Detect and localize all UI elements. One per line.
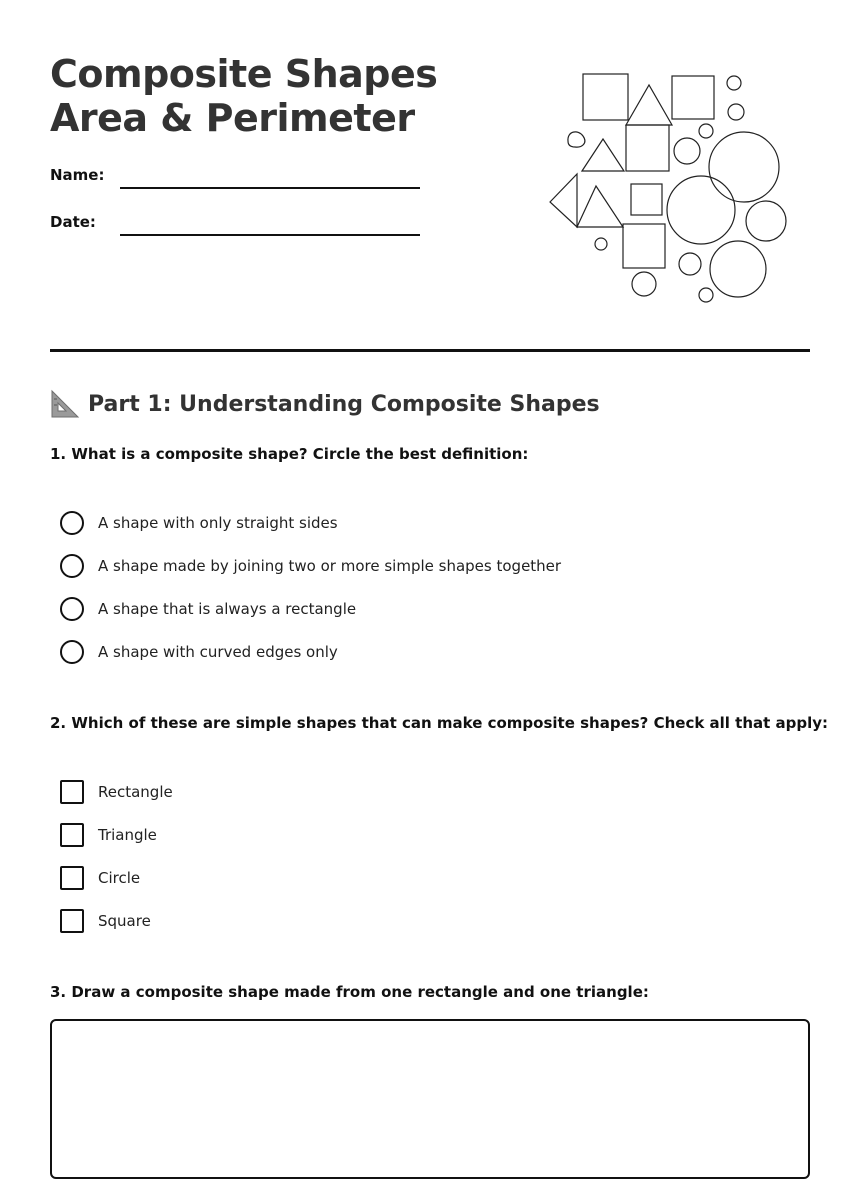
q1-option-label: A shape made by joining two or more simple shapes together	[98, 557, 562, 575]
date-field[interactable]	[120, 234, 420, 236]
illustration-triangle	[550, 174, 577, 227]
illustration-triangle	[582, 139, 624, 171]
illustration-circle	[699, 124, 713, 138]
q1-option-label: A shape that is always a rectangle	[98, 600, 357, 618]
illustration-circle	[595, 238, 607, 250]
question-3: 3. Draw a composite shape made from one rectangle and one triangle:	[50, 983, 649, 1001]
illustration-square	[672, 76, 714, 119]
illustration-circle	[728, 104, 744, 120]
q2-option[interactable]	[60, 823, 157, 847]
checkbox[interactable]	[60, 909, 84, 933]
illustration-triangle	[626, 85, 672, 125]
q2-option-label: Rectangle	[98, 783, 173, 801]
q1-option[interactable]	[60, 554, 561, 578]
part1-heading	[50, 388, 600, 420]
q1-option[interactable]	[60, 597, 356, 621]
name-label: Name:	[50, 166, 105, 184]
radio-circle[interactable]	[60, 640, 84, 664]
illustration-circle	[674, 138, 700, 164]
illustration-circle	[710, 241, 766, 297]
checkbox[interactable]	[60, 823, 84, 847]
q1-option[interactable]	[60, 511, 338, 535]
checkbox[interactable]	[60, 780, 84, 804]
worksheet-title: Composite Shapes Area & Perimeter	[50, 52, 438, 140]
shapes-illustration	[545, 68, 795, 308]
q1-option-label: A shape with curved edges only	[98, 643, 338, 661]
radio-circle[interactable]	[60, 597, 84, 621]
illustration-triangle	[577, 186, 623, 227]
question-2: 2. Which of these are simple shapes that can make composite shapes? Check all that apply:	[50, 714, 829, 732]
q2-option[interactable]	[60, 909, 151, 933]
section-divider	[50, 349, 810, 352]
question-1: 1. What is a composite shape? Circle the best definition:	[50, 445, 529, 463]
illustration-circle	[699, 288, 713, 302]
set-square-icon	[50, 389, 80, 419]
illustration-circle	[709, 132, 779, 202]
radio-circle[interactable]	[60, 554, 84, 578]
date-label: Date:	[50, 213, 96, 231]
illustration-circle	[667, 176, 735, 244]
illustration-square	[626, 125, 669, 171]
checkbox[interactable]	[60, 866, 84, 890]
q2-option[interactable]	[60, 866, 140, 890]
q2-option-label: Circle	[98, 869, 141, 887]
illustration-square	[583, 74, 628, 120]
q1-option[interactable]	[60, 640, 338, 664]
illustration-square	[631, 184, 662, 215]
q2-option-label: Square	[98, 912, 151, 930]
illustration-blob	[568, 132, 585, 147]
illustration-circle	[632, 272, 656, 296]
radio-circle[interactable]	[60, 511, 84, 535]
part1-title: Part 1: Understanding Composite Shapes	[88, 391, 600, 417]
drawing-area[interactable]	[50, 1019, 810, 1179]
illustration-circle	[727, 76, 741, 90]
q2-option[interactable]	[60, 780, 173, 804]
illustration-square	[623, 224, 665, 268]
illustration-circle	[746, 201, 786, 241]
q2-option-label: Triangle	[98, 826, 157, 844]
name-field[interactable]	[120, 187, 420, 189]
illustration-circle	[679, 253, 701, 275]
q1-option-label: A shape with only straight sides	[98, 514, 338, 532]
